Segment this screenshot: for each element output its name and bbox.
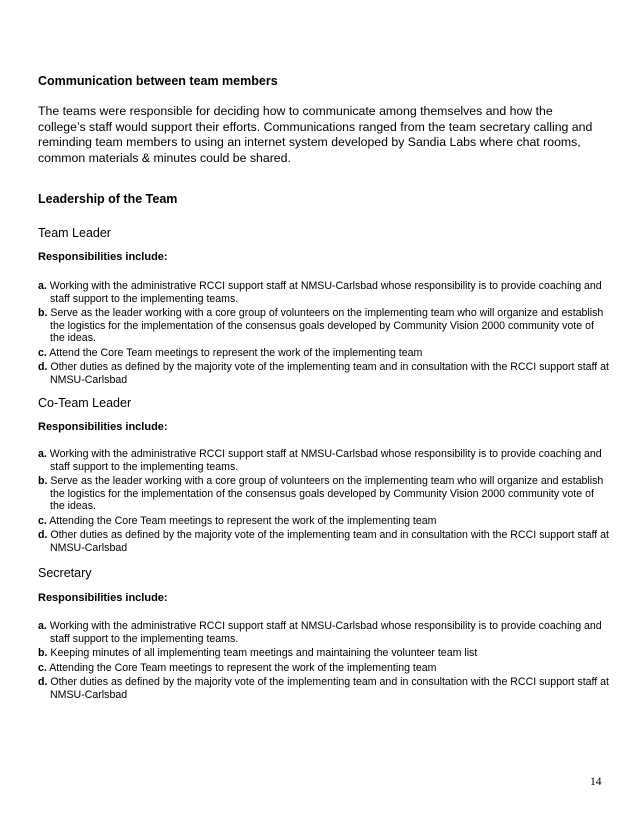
list-item: d. Other duties as defined by the majority vote of the implementing team and in consultation with the RCCI support staff at NMSU-Carlsbad <box>38 676 610 701</box>
communication-heading: Communication between team members <box>38 74 278 88</box>
communication-paragraph: The teams were responsible for deciding how to communicate among themselves and how the college’s staff would support their efforts. Communications ranged from the team secretary calling and reminding team members to using an internet system developed by Sandia Labs where chat rooms, common materials & minutes could be shared. <box>38 104 593 165</box>
responsibilities-label: Responsibilities include: <box>38 251 168 263</box>
role-title-team-leader: Team Leader <box>38 226 111 240</box>
list-item: c. Attend the Core Team meetings to represent the work of the implementing team <box>38 346 423 359</box>
list-item: b. Serve as the leader working with a core group of volunteers on the implementing team who will organize and establish the logistics for the implementation of the consensus goals developed by Community Vision 2000 community vote of the ideas. <box>38 307 604 344</box>
list-item: b. Keeping minutes of all implementing team meetings and maintaining the volunteer team list <box>38 647 478 659</box>
role-title-secretary: Secretary <box>38 566 92 580</box>
responsibilities-label: Responsibilities include: <box>38 421 168 433</box>
list-item: a. Working with the administrative RCCI support staff at NMSU-Carlsbad whose responsibility is to provide coaching and staff support to the implementing teams. <box>38 280 602 305</box>
page-number: 14 <box>590 776 602 788</box>
responsibilities-label: Responsibilities include: <box>38 592 168 604</box>
responsibilities-list-team-leader <box>38 280 610 388</box>
list-item: b. Serve as the leader working with a core group of volunteers on the implementing team who will organize and establish the logistics for the implementation of the consensus goals developed by Community Vision 2000 community vote of the ideas. <box>38 475 604 512</box>
responsibilities-list-secretary <box>38 620 610 703</box>
list-item: d. Other duties as defined by the majority vote of the implementing team and in consultation with the RCCI support staff at NMSU-Carlsbad <box>38 529 610 554</box>
responsibilities-list-co-team-leader <box>38 448 610 556</box>
list-item: d. Other duties as defined by the majority vote of the implementing team and in consultation with the RCCI support staff at NMSU-Carlsbad <box>38 361 610 386</box>
list-item: a. Working with the administrative RCCI support staff at NMSU-Carlsbad whose responsibility is to provide coaching and staff support to the implementing teams. <box>38 448 602 473</box>
leadership-heading: Leadership of the Team <box>38 192 178 206</box>
list-item: a. Working with the administrative RCCI support staff at NMSU-Carlsbad whose responsibility is to provide coaching and staff support to the implementing teams. <box>38 620 602 645</box>
role-title-co-team-leader: Co-Team Leader <box>38 396 132 410</box>
list-item: c. Attending the Core Team meetings to represent the work of the implementing team <box>38 514 437 527</box>
list-item: c. Attending the Core Team meetings to represent the work of the implementing team <box>38 661 437 674</box>
